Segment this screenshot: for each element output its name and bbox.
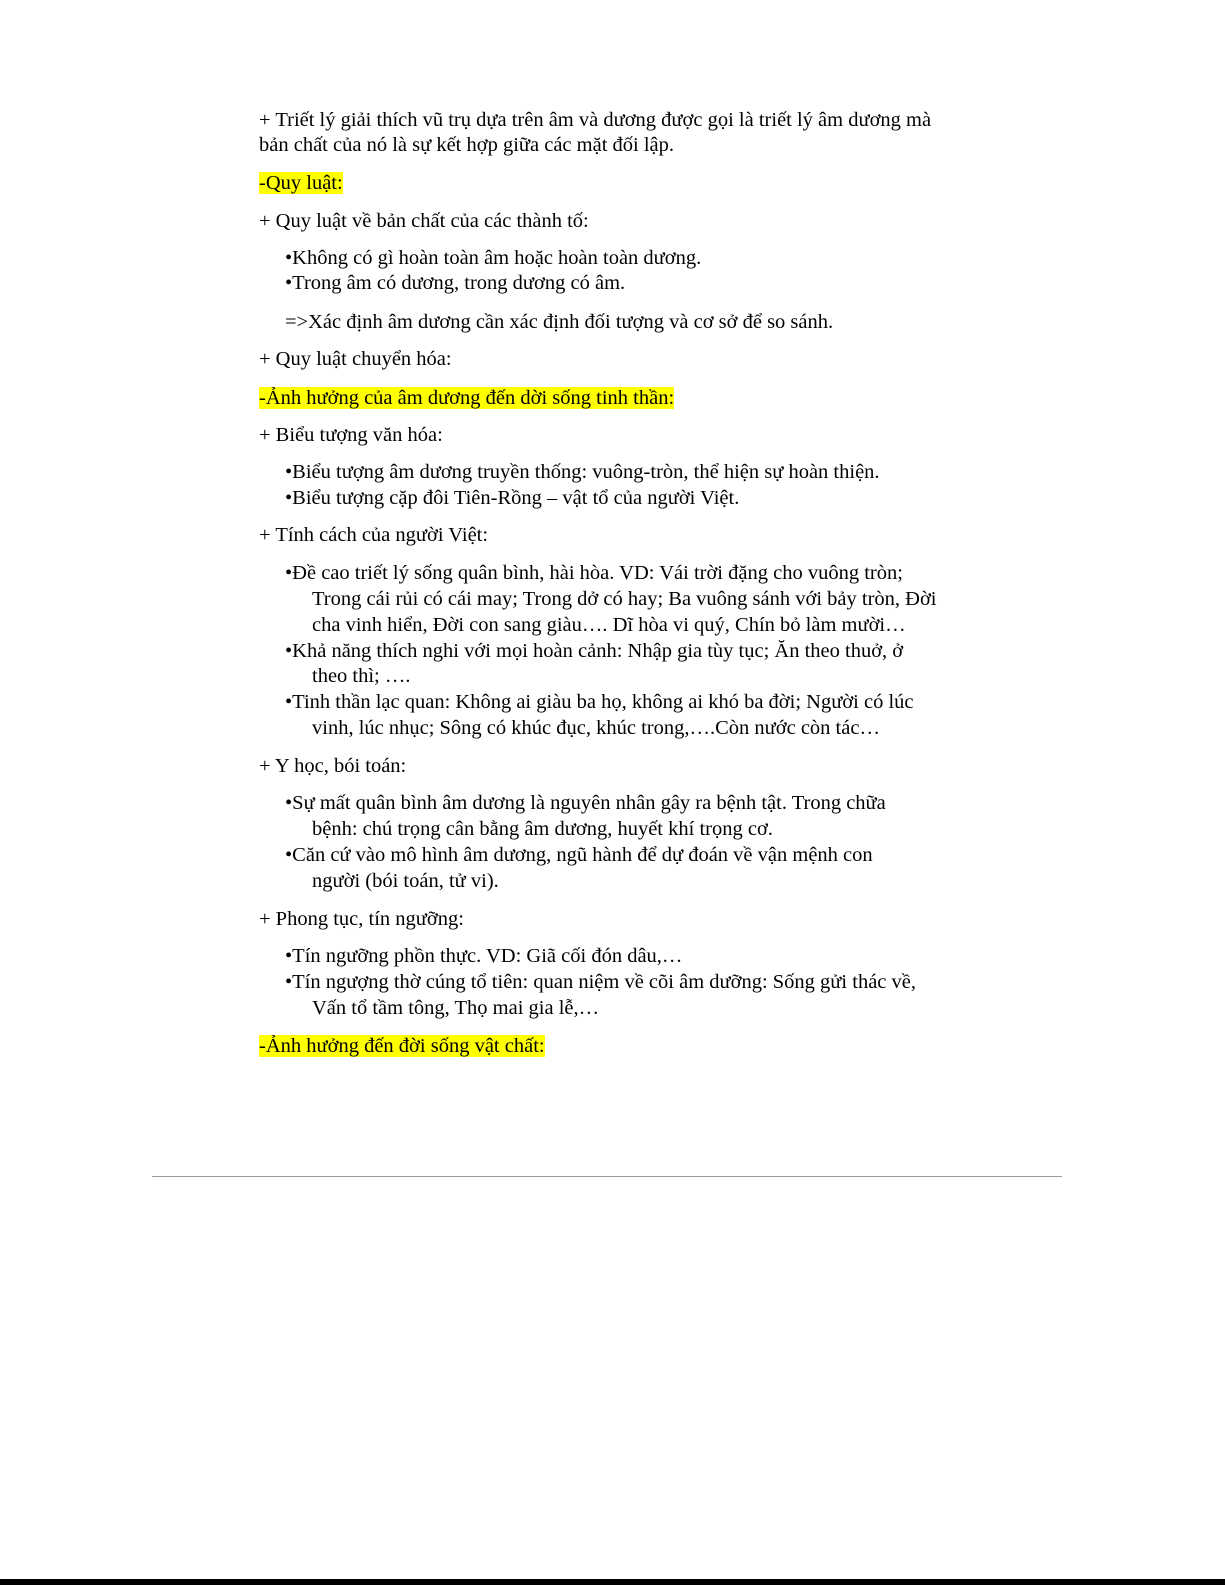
bullet-continuation: theo thì; …. xyxy=(312,665,411,687)
bullet-item: •Tín ngưỡng phồn thực. VD: Giã cối đón dâu,… xyxy=(285,945,683,967)
text-line: + Tính cách của người Việt: xyxy=(259,524,489,546)
text-line: + Biểu tượng văn hóa: xyxy=(259,424,443,446)
text-line: + Quy luật chuyển hóa: xyxy=(259,348,452,370)
highlighted-heading: -Ảnh hưởng đến đời sống vật chất: xyxy=(259,1035,545,1057)
bullet-item: •Tinh thần lạc quan: Không ai giàu ba họ, không ai khó ba đời; Người có lúc xyxy=(285,691,914,713)
bullet-continuation: người (bói toán, tử vi). xyxy=(312,870,499,892)
text-line: + Triết lý giải thích vũ trụ dựa trên âm và dương được gọi là triết lý âm dương mà xyxy=(259,109,932,131)
highlighted-heading: -Ảnh hưởng của âm dương đến dời sống tinh thần: xyxy=(259,387,675,409)
bullet-item: •Biểu tượng âm dương truyền thống: vuông-tròn, thể hiện sự hoàn thiện. xyxy=(285,461,880,483)
bullet-item: •Đề cao triết lý sống quân bình, hài hòa. VD: Vái trời đặng cho vuông tròn; xyxy=(285,562,903,584)
bullet-continuation: cha vinh hiển, Đời con sang giàu…. Dĩ hòa vi quý, Chín bỏ làm mười… xyxy=(312,614,906,636)
bullet-item: •Sự mất quân bình âm dương là nguyên nhân gây ra bệnh tật. Trong chữa xyxy=(285,792,886,814)
bullet-continuation: bệnh: chú trọng cân bằng âm dương, huyết khí trọng cơ. xyxy=(312,818,773,840)
text-line: + Quy luật về bản chất của các thành tố: xyxy=(259,210,589,232)
bullet-item: •Khả năng thích nghi với mọi hoàn cảnh: Nhập gia tùy tục; Ăn theo thuở, ở xyxy=(285,640,904,662)
page-divider xyxy=(152,1176,1062,1177)
text-line: + Y học, bói toán: xyxy=(259,755,407,777)
bullet-continuation: Trong cái rủi có cái may; Trong dở có hay; Ba vuông sánh với bảy tròn, Đời xyxy=(312,588,937,610)
text-line: bản chất của nó là sự kết hợp giữa các mặt đối lập. xyxy=(259,134,675,156)
bottom-edge-bar xyxy=(0,1579,1225,1585)
section-heading xyxy=(259,386,674,410)
bullet-item: •Biểu tượng cặp đôi Tiên-Rồng – vật tổ của người Việt. xyxy=(285,487,740,509)
conclusion-line: =>Xác định âm dương cần xác định đối tượng và cơ sở để so sánh. xyxy=(285,311,834,333)
bullet-continuation: Vấn tổ tầm tông, Thọ mai gia lễ,… xyxy=(312,997,600,1019)
highlighted-heading: -Quy luật: xyxy=(259,172,343,194)
section-heading xyxy=(259,171,343,195)
bullet-item: •Trong âm có dương, trong dương có âm. xyxy=(285,272,626,294)
bullet-item: •Tín ngượng thờ cúng tổ tiên: quan niệm về cõi âm dưỡng: Sống gửi thác về, xyxy=(285,971,916,993)
section-heading xyxy=(259,1034,545,1058)
bullet-item: •Không có gì hoàn toàn âm hoặc hoàn toàn dương. xyxy=(285,247,702,269)
bullet-item: •Căn cứ vào mô hình âm dương, ngũ hành để dự đoán về vận mệnh con xyxy=(285,844,873,866)
bullet-continuation: vinh, lúc nhục; Sông có khúc đục, khúc trong,….Còn nước còn tác… xyxy=(312,717,880,739)
text-line: + Phong tục, tín ngưỡng: xyxy=(259,908,464,930)
